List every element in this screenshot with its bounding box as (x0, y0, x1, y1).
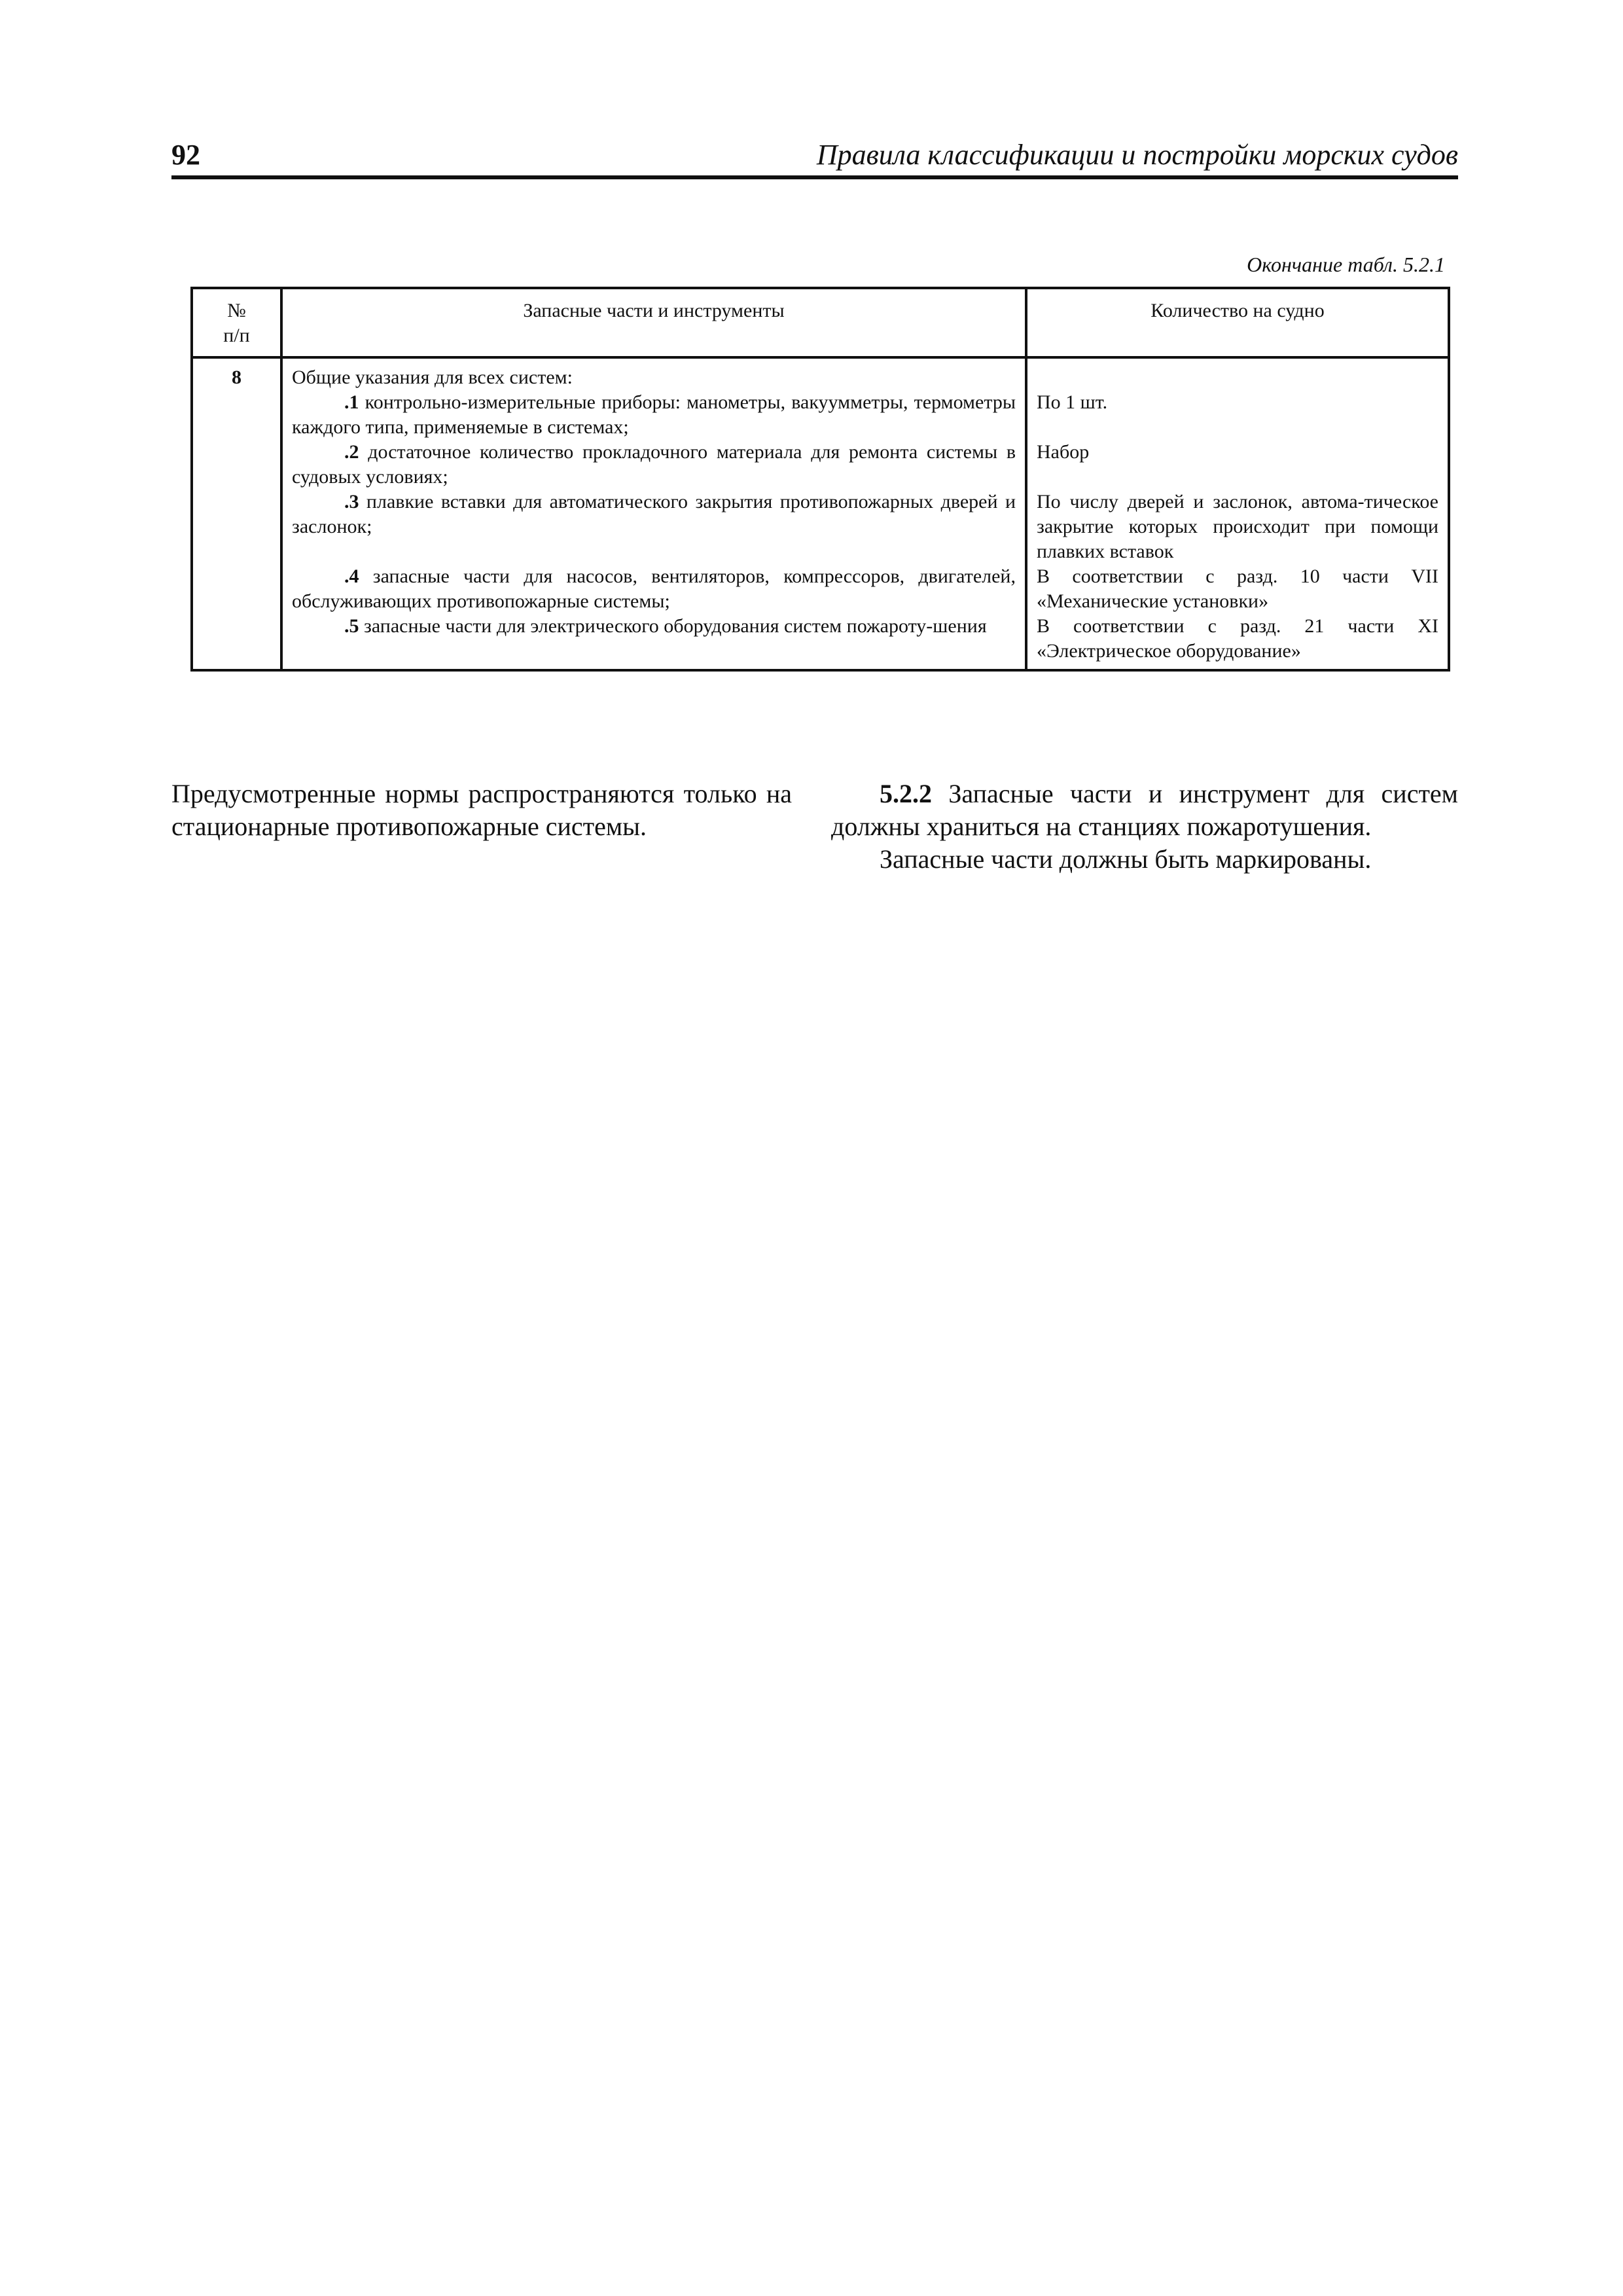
list-item (292, 564, 1016, 614)
item-marker: .5 (344, 615, 359, 637)
column-header-quantity: Количество на судно (1026, 288, 1449, 357)
quantity-item: По числу дверей и заслонок, автома-тическое закрытие которых происходит при помощи плавких вставок (1037, 491, 1438, 562)
table-caption: Окончание табл. 5.2.1 (1247, 253, 1445, 276)
marking-paragraph: Запасные части должны быть маркированы. (880, 844, 1372, 874)
row-intro: Общие указания для всех систем: (292, 367, 573, 388)
column-header-number-line2: п/п (223, 325, 250, 346)
row-number: 8 (232, 367, 241, 388)
row-number-cell (192, 357, 281, 670)
quantity-item: Набор (1037, 441, 1090, 463)
item-text: запасные части для электрического оборудования систем пожароту-шения (359, 615, 987, 637)
item-marker: .4 (344, 565, 359, 587)
section-number: 5.2.2 (880, 779, 932, 808)
item-marker: .1 (344, 391, 359, 413)
column-header-description: Запасные части и инструменты (281, 288, 1026, 357)
item-text: достаточное количество прокладочного материала для ремонта системы в судовых условиях; (292, 441, 1016, 488)
column-header-number (192, 288, 281, 357)
quantity-spacer (1037, 365, 1438, 390)
page-header (171, 139, 1458, 179)
quantity-item: По 1 шт. (1037, 391, 1108, 413)
running-title: Правила классификации и постройки морских судов (816, 139, 1458, 171)
list-item (292, 490, 1016, 564)
list-item (292, 614, 1016, 664)
row-description-cell (281, 357, 1026, 670)
item-marker: .2 (344, 441, 359, 463)
item-text: контрольно-измерительные приборы: манометры, вакуумметры, термометры каждого типа, применяемые в системах; (292, 391, 1016, 438)
row-quantity-cell (1026, 357, 1449, 670)
column-header-number-line1: № (227, 300, 246, 321)
quantity-item: В соответствии с разд. 21 части XI «Электрическое оборудование» (1037, 615, 1438, 662)
table-row (192, 357, 1449, 670)
table-header-row (192, 288, 1449, 357)
item-marker: .3 (344, 491, 359, 512)
spare-parts-table (190, 287, 1450, 672)
item-text: плавкие вставки для автоматического закрытия противопожарных дверей и заслонок; (292, 491, 1016, 537)
right-column (831, 778, 1458, 876)
item-text: запасные части для насосов, вентиляторов, компрессоров, двигателей, обслуживающих противопожарные системы; (292, 565, 1016, 612)
quantity-item: В соответствии с разд. 10 части VII «Механические установки» (1037, 565, 1438, 612)
list-item (292, 390, 1016, 440)
page-number: 92 (171, 139, 200, 171)
list-item (292, 440, 1016, 490)
left-column-paragraph: Предусмотренные нормы распространяются только на стационарные противопожарные системы. (171, 779, 792, 841)
section-text: Запасные части и инструмент для систем должны храниться на станциях пожаротушения. (831, 779, 1458, 841)
section-paragraph (831, 778, 1458, 843)
